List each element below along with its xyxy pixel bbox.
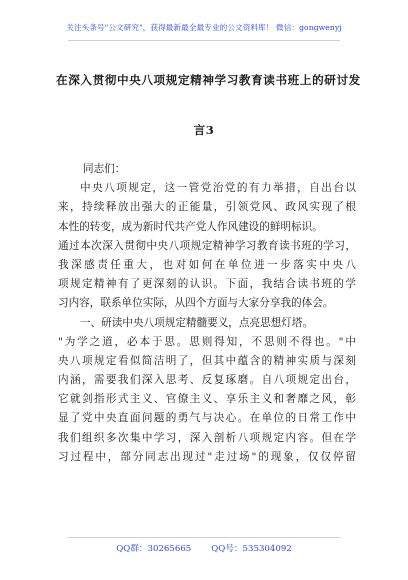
paragraph-line: 央八项规定看似简洁明了，但其中蕴含的精神实质与深刻 (58, 354, 356, 367)
paragraph-line: 我们组织多次集中学习，深入剖析八项规定内容。但在学 (58, 431, 356, 444)
paragraph-line: 中央八项规定，这一管党治党的有力举措，自出台以 (80, 182, 356, 195)
salutation: 同志们： (83, 163, 126, 175)
paragraph-line: 我深感责任重大，也对如何在单位进一步落实中央八 (58, 258, 356, 271)
document-title-continuation: 言3 (193, 123, 215, 137)
qq-number-link[interactable]: QQ号：535304092 (211, 544, 292, 554)
footer-divider (68, 537, 340, 538)
qq-group-link[interactable]: QQ群：30265665 (116, 544, 192, 554)
paragraph-line: 本性的转变，成为新时代共产党人作风建设的鲜明标识。 (58, 220, 323, 233)
paragraph-line: 习内容，联系单位实际，从四个方面与大家分享我的体会。 (58, 297, 334, 310)
paragraph-line: 习过程中，部分同志出现过"走过场"的现象，仅仅停留 (58, 450, 356, 463)
section-heading: 一、研读中央八项规定精髓要义，点亮思想灯塔。 (80, 316, 314, 329)
paragraph-line: 项规定精神有了更深刻的认识。下面，我结合读书班的学 (58, 278, 356, 291)
document-body (58, 160, 356, 467)
header-divider (68, 40, 340, 41)
paragraph-line: "为学之道，必本于思。思则得知，不思则不得也。"中 (58, 335, 356, 348)
paragraph-line: 来，持续释放出强大的正能量，引领党风、政风实现了根 (58, 201, 356, 214)
paragraph-line: 显了党中央直面问题的勇气与决心。在单位的日常工作中 (58, 412, 356, 425)
paragraph-line: 内涵，需要我们深入思考、反复琢磨。自八项规定出台， (58, 374, 356, 387)
paragraph-line: 它就剑指形式主义、官僚主义、享乐主义和奢靡之风，彰 (58, 393, 356, 406)
header-banner[interactable]: 关注头条号"公文研究"，获得最新最全最专业的公文资料库！ 微信：gongwenyj (66, 23, 342, 32)
document-title: 在深入贯彻中央八项规定精神学习教育读书班上的研讨发 (56, 73, 361, 87)
paragraph-line: 通过本次深入贯彻中央八项规定精神学习教育读书班的学习， (58, 239, 356, 252)
footer-contact (0, 542, 408, 554)
